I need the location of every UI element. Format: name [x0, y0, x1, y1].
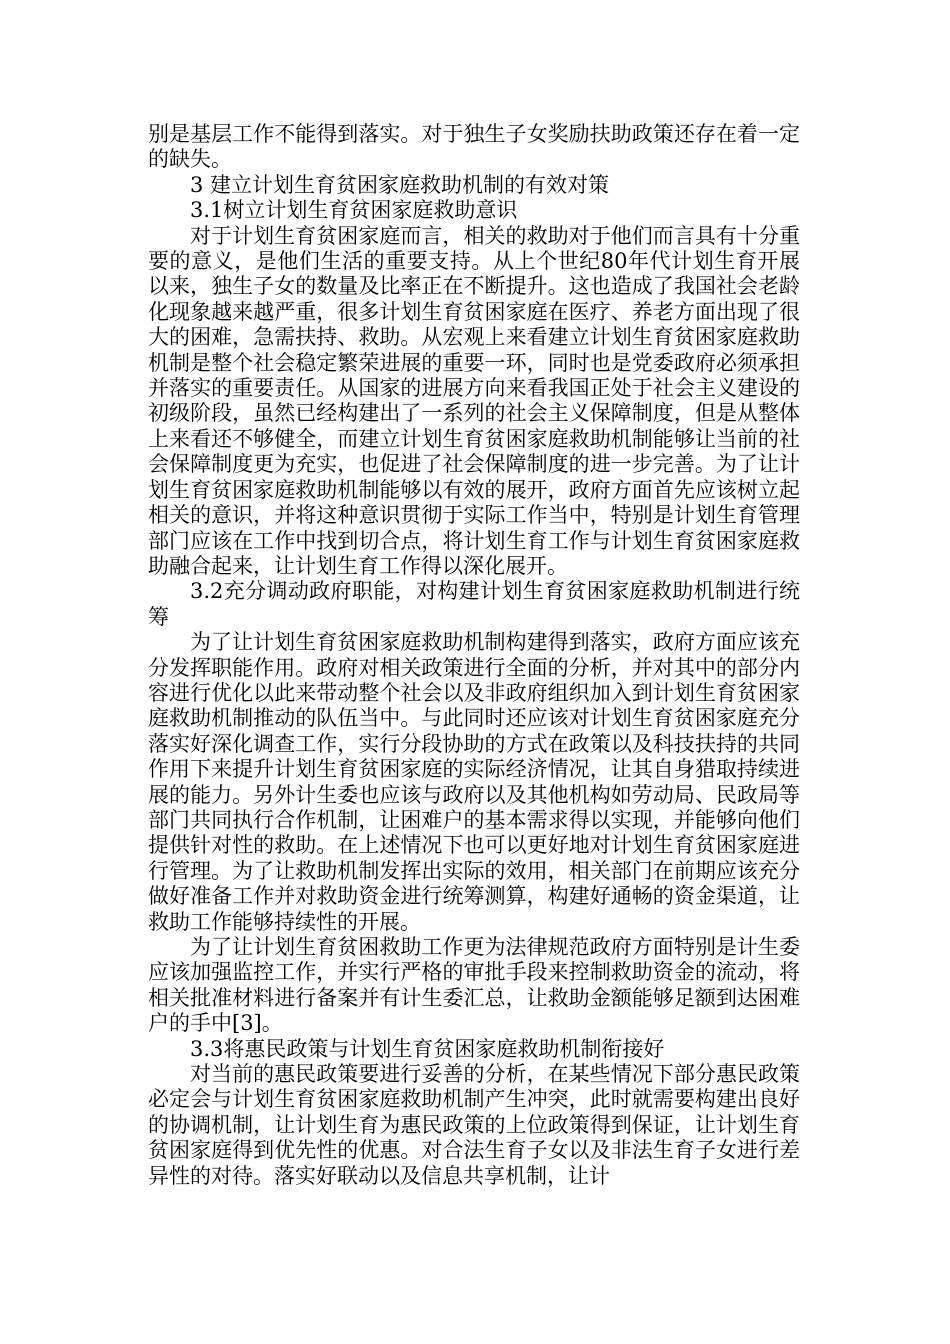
section-3-1-paragraph: 对于计划生育贫困家庭而言，相关的救助对于他们而言具有十分重要的意义，是他们生活的重要支持。从上个世纪80年代计划生育开展以来，独生子女的数量及比率正在不断提升。这也造成了我国社会老龄化现象越来越严重，很多计划生育贫困家庭在医疗、养老方面出现了很大的困难，急需扶持、救助。从宏观上来看建立计划生育贫困家庭救助机制是整个社会稳定繁荣进展的重要一环，同时也是党委政府必须承担并落实的重要责任。从国家的进展方向来看我国正处于社会主义建设的初级阶段，虽然已经构建出了一系列的社会主义保障制度，但是从整体上来看还不够健全，而建立计划生育贫困家庭救助机制能够让当前的社会保障制度更为充实，也促进了社会保障制度的进一步完善。为了让计划生育贫困家庭救助机制能够以有效的展开，政府方面首先应该树立起相关的意识，并将这种意识贯彻于实际工作当中，特别是计划生育管理部门应该在工作中找到切合点，将计划生育工作与计划生育贫困家庭救助融合起来，让计划生育工作得以深化展开。: [148, 223, 800, 578]
continuation-paragraph: 别是基层工作不能得到落实。对于独生子女奖励扶助政策还存在着一定的缺失。: [148, 122, 800, 172]
section-3-2-paragraph-1: 为了让计划生育贫困家庭救助机制构建得到落实，政府方面应该充分发挥职能作用。政府对相关政策进行全面的分析，并对其中的部分内容进行优化以此来带动整个社会以及非政府组织加入到计划生育贫困家庭救助机制推动的队伍当中。与此同时还应该对计划生育贫困家庭充分落实好深化调查工作，实行分段协助的方式在政策以及科技扶持的共同作用下来提升计划生育贫困家庭的实际经济情况，让其自身猎取持续进展的能力。另外计生委也应该与政府以及其他机构如劳动局、民政局等部门共同执行合作机制，让困难户的基本需求得以实现，并能够向他们提供针对性的救助。在上述情况下也可以更好地对计划生育贫困家庭进行管理。为了让救助机制发挥出实际的效用，相关部门在前期应该充分做好准备工作并对救助资金进行统筹测算，构建好通畅的资金渠道，让救助工作能够持续性的开展。: [148, 630, 800, 934]
section-3-2-paragraph-2: 为了让计划生育贫困救助工作更为法律规范政府方面特别是计生委应该加强监控工作，并实行严格的审批手段来控制救助资金的流动，将相关批准材料进行备案并有计生委汇总，让救助金额能够足额到达困难户的手中[3]。: [148, 935, 800, 1036]
section-3-1-heading: 3.1树立计划生育贫困家庭救助意识: [190, 198, 518, 223]
document-page: [148, 122, 800, 1189]
section-3-heading: 3 建立计划生育贫困家庭救助机制的有效对策: [190, 172, 610, 197]
section-3-2-heading: 3.2充分调动政府职能，对构建计划生育贫困家庭救助机制进行统筹: [148, 579, 800, 629]
section-3-3-heading: 3.3将惠民政策与计划生育贫困家庭救助机制衔接好: [190, 1036, 665, 1061]
section-3-3-paragraph: 对当前的惠民政策要进行妥善的分析，在某些情况下部分惠民政策必定会与计划生育贫困家庭救助机制产生冲突，此时就需要构建出良好的协调机制，让计划生育为惠民政策的上位政策得到保证，让计划生育贫困家庭得到优先性的优惠。对合法生育子女以及非法生育子女进行差异性的对待。落实好联动以及信息共享机制，让计: [148, 1062, 800, 1188]
